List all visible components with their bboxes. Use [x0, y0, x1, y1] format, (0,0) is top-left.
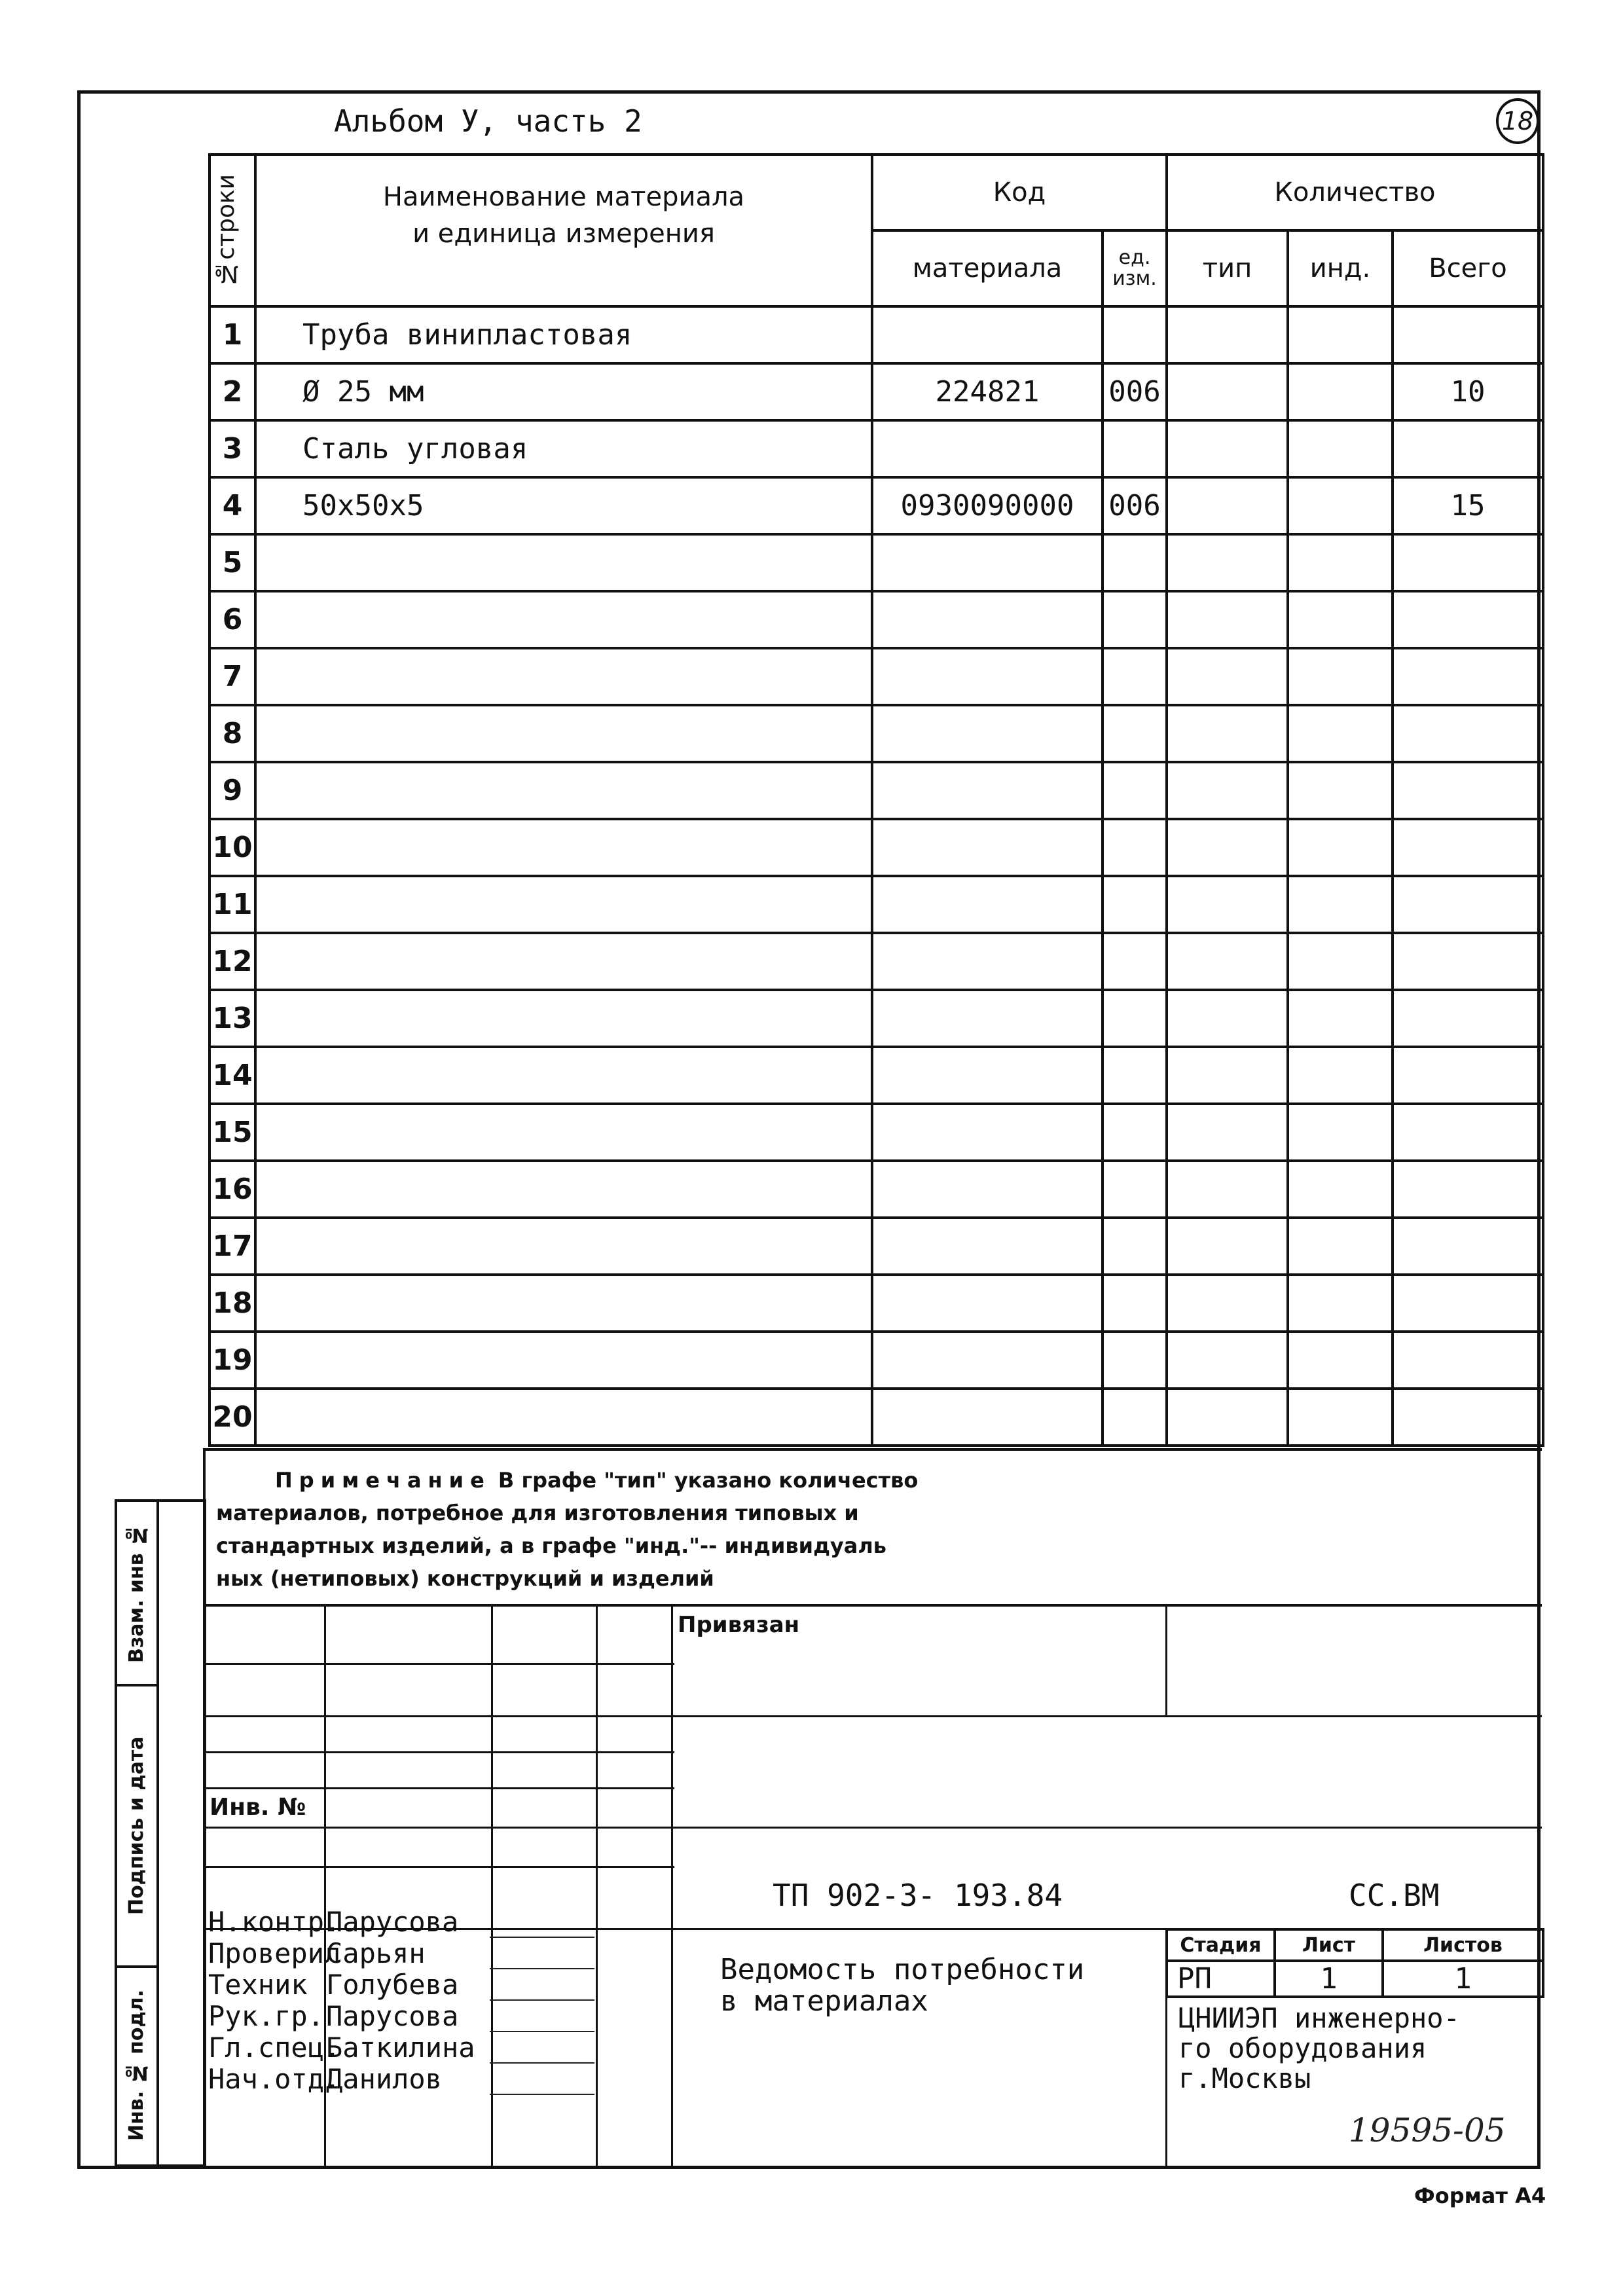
signature-name: Сарьян — [326, 1937, 426, 1969]
row-name — [255, 1104, 872, 1161]
row-number: 15 — [210, 1104, 255, 1161]
label-inv-podl: Инв. № подл. — [125, 1989, 148, 2141]
row-qty-total — [1393, 990, 1543, 1047]
header-qty-type: тип — [1167, 230, 1288, 306]
row-qty-total — [1393, 534, 1543, 591]
row-number: 6 — [210, 591, 255, 648]
signature-role: Рук.гр. — [208, 2000, 325, 2032]
table-row — [210, 534, 1543, 591]
row-qty-type — [1167, 1047, 1288, 1104]
privyazan-label: Привязан — [678, 1612, 800, 1638]
row-code — [872, 1047, 1103, 1104]
row-name — [255, 933, 872, 990]
row-number: 19 — [210, 1332, 255, 1389]
sheets-value: 1 — [1383, 1961, 1543, 1997]
signature-name: Парусова — [326, 1906, 459, 1938]
row-qty-total — [1393, 1332, 1543, 1389]
row-code — [872, 1389, 1103, 1446]
row-unit — [1103, 705, 1167, 762]
row-qty-type — [1167, 1104, 1288, 1161]
row-number: 18 — [210, 1275, 255, 1332]
header-qty-ind: инд. — [1288, 230, 1393, 306]
row-code — [872, 876, 1103, 933]
row-qty-ind — [1288, 363, 1393, 420]
row-code: 224821 — [872, 363, 1103, 420]
row-qty-type — [1167, 363, 1288, 420]
row-number: 14 — [210, 1047, 255, 1104]
table-row — [210, 1332, 1543, 1389]
row-qty-ind — [1288, 1218, 1393, 1275]
table-row — [210, 876, 1543, 933]
row-code — [872, 1104, 1103, 1161]
row-number: 8 — [210, 705, 255, 762]
row-code — [872, 534, 1103, 591]
signature-name: Голубева — [326, 1969, 459, 2001]
signature-name: Баткилина — [326, 2032, 475, 2064]
row-qty-type — [1167, 1218, 1288, 1275]
row-qty-ind — [1288, 819, 1393, 876]
row-name: Сталь угловая — [255, 420, 872, 477]
row-name — [255, 705, 872, 762]
row-qty-total: 10 — [1393, 363, 1543, 420]
handwritten-signature — [490, 2005, 594, 2032]
row-code — [872, 420, 1103, 477]
row-code — [872, 1275, 1103, 1332]
header-code-unit: ед. изм. — [1103, 230, 1167, 306]
row-qty-type — [1167, 1332, 1288, 1389]
row-name: Труба винипластовая — [255, 306, 872, 363]
row-qty-type — [1167, 990, 1288, 1047]
row-name — [255, 1332, 872, 1389]
row-unit — [1103, 1104, 1167, 1161]
sheets-header: Листов — [1383, 1929, 1543, 1961]
row-qty-total — [1393, 705, 1543, 762]
table-row — [210, 477, 1543, 534]
signature-row — [208, 2032, 666, 2064]
row-name — [255, 1389, 872, 1446]
row-qty-ind — [1288, 420, 1393, 477]
row-code — [872, 819, 1103, 876]
row-unit — [1103, 1161, 1167, 1218]
row-unit — [1103, 1389, 1167, 1446]
row-qty-type — [1167, 534, 1288, 591]
table-row — [210, 1047, 1543, 1104]
row-number: 4 — [210, 477, 255, 534]
table-row — [210, 1218, 1543, 1275]
row-number: 1 — [210, 306, 255, 363]
row-qty-type — [1167, 762, 1288, 819]
row-qty-total — [1393, 1047, 1543, 1104]
row-qty-type — [1167, 306, 1288, 363]
row-name — [255, 1275, 872, 1332]
row-name — [255, 990, 872, 1047]
row-qty-ind — [1288, 477, 1393, 534]
row-qty-total: 15 — [1393, 477, 1543, 534]
table-row — [210, 591, 1543, 648]
row-code — [872, 933, 1103, 990]
row-name — [255, 648, 872, 705]
row-name — [255, 1161, 872, 1218]
row-qty-type — [1167, 933, 1288, 990]
handwritten-signature — [490, 1973, 594, 2001]
row-unit — [1103, 876, 1167, 933]
row-qty-ind — [1288, 990, 1393, 1047]
header-name: Наименование материала и единица измерения — [255, 155, 872, 306]
row-qty-type — [1167, 1161, 1288, 1218]
row-qty-total — [1393, 876, 1543, 933]
table-row — [210, 990, 1543, 1047]
row-number: 11 — [210, 876, 255, 933]
row-code — [872, 306, 1103, 363]
row-code — [872, 648, 1103, 705]
table-row — [210, 762, 1543, 819]
row-qty-type — [1167, 648, 1288, 705]
row-unit — [1103, 1047, 1167, 1104]
row-number: 9 — [210, 762, 255, 819]
handwritten-signature — [490, 1910, 594, 1938]
row-code — [872, 1218, 1103, 1275]
row-number: 10 — [210, 819, 255, 876]
signature-role: Проверил — [208, 1937, 341, 1969]
row-name — [255, 762, 872, 819]
row-qty-ind — [1288, 933, 1393, 990]
header-code: Код — [872, 155, 1167, 230]
row-qty-type — [1167, 1275, 1288, 1332]
table-row — [210, 363, 1543, 420]
row-qty-total — [1393, 648, 1543, 705]
handwritten-signature — [490, 2036, 594, 2064]
row-number: 5 — [210, 534, 255, 591]
stage-table — [1165, 1928, 1544, 1998]
doc-code: ТП 902-3- 193.84 — [773, 1878, 1063, 1913]
row-number: 13 — [210, 990, 255, 1047]
row-qty-ind — [1288, 705, 1393, 762]
table-row — [210, 933, 1543, 990]
row-qty-type — [1167, 876, 1288, 933]
inventory-number: 19595-05 — [1349, 2111, 1506, 2149]
row-name: 50х50х5 — [255, 477, 872, 534]
row-unit — [1103, 1275, 1167, 1332]
row-qty-total — [1393, 1104, 1543, 1161]
table-row — [210, 1161, 1543, 1218]
signature-role: Гл.спец. — [208, 2032, 341, 2064]
row-qty-ind — [1288, 1389, 1393, 1446]
row-qty-ind — [1288, 1047, 1393, 1104]
row-qty-total — [1393, 591, 1543, 648]
stage-header: Стадия — [1167, 1929, 1275, 1961]
signature-name: Парусова — [326, 2000, 459, 2032]
row-qty-type — [1167, 477, 1288, 534]
row-qty-total — [1393, 1275, 1543, 1332]
row-qty-type — [1167, 819, 1288, 876]
table-row — [210, 648, 1543, 705]
row-name — [255, 876, 872, 933]
table-row — [210, 1275, 1543, 1332]
header-rownum: №строки — [210, 155, 255, 306]
row-unit — [1103, 591, 1167, 648]
note: Примечание В графе "тип" указано количество материалов, потребное для изготовления типовых и стандартных изделий, а в графе "инд."-- индивидуаль ных (нетиповых) конструкций и изделий — [216, 1468, 919, 1591]
organization: ЦНИИЭП инженерно- го оборудования г.Москвы — [1178, 2002, 1460, 2094]
row-number: 7 — [210, 648, 255, 705]
row-number: 12 — [210, 933, 255, 990]
side-strip — [115, 1499, 206, 2167]
signature-name: Данилов — [326, 2063, 443, 2095]
header-qty-total: Всего — [1393, 230, 1543, 306]
row-code — [872, 990, 1103, 1047]
table-row — [210, 1389, 1543, 1446]
row-code — [872, 762, 1103, 819]
row-number: 20 — [210, 1389, 255, 1446]
row-qty-type — [1167, 705, 1288, 762]
signature-role: Н.контр. — [208, 1906, 341, 1938]
row-name — [255, 1218, 872, 1275]
signature-row — [208, 2064, 666, 2095]
row-unit — [1103, 990, 1167, 1047]
table-row — [210, 420, 1543, 477]
row-qty-total — [1393, 1389, 1543, 1446]
row-number: 16 — [210, 1161, 255, 1218]
signature-role: Нач.отд. — [208, 2063, 341, 2095]
row-unit — [1103, 534, 1167, 591]
row-code — [872, 1161, 1103, 1218]
row-name — [255, 534, 872, 591]
table-row — [210, 819, 1543, 876]
doc-title: Ведомость потребности в материалах — [720, 1953, 1085, 2018]
row-unit — [1103, 306, 1167, 363]
row-qty-type — [1167, 1389, 1288, 1446]
sheet-value: 1 — [1275, 1961, 1383, 1997]
row-code — [872, 705, 1103, 762]
row-qty-total — [1393, 306, 1543, 363]
row-qty-ind — [1288, 1161, 1393, 1218]
row-name: Ø 25 мм — [255, 363, 872, 420]
row-qty-type — [1167, 420, 1288, 477]
row-number: 2 — [210, 363, 255, 420]
signature-row — [208, 1886, 666, 1938]
row-qty-ind — [1288, 1332, 1393, 1389]
row-code — [872, 591, 1103, 648]
signature-row — [208, 1969, 666, 2001]
doc-suffix: СС.ВМ — [1349, 1878, 1440, 1913]
row-qty-ind — [1288, 648, 1393, 705]
album-title: Альбом У, часть 2 — [334, 103, 642, 139]
row-qty-ind — [1288, 876, 1393, 933]
header-code-material: материала — [872, 230, 1103, 306]
handwritten-signature — [490, 2068, 594, 2095]
label-vzam: Взам. инв № — [125, 1523, 148, 1663]
format-label: Формат А4 — [1414, 2183, 1546, 2208]
handwritten-signature — [490, 1942, 594, 1969]
row-qty-type — [1167, 591, 1288, 648]
row-unit — [1103, 1218, 1167, 1275]
row-qty-ind — [1288, 762, 1393, 819]
row-qty-total — [1393, 420, 1543, 477]
header-qty: Количество — [1167, 155, 1543, 230]
row-qty-total — [1393, 819, 1543, 876]
row-qty-ind — [1288, 534, 1393, 591]
row-qty-ind — [1288, 1275, 1393, 1332]
row-qty-total — [1393, 762, 1543, 819]
page-number: 18 — [1496, 98, 1539, 144]
signature-row — [208, 1938, 666, 1969]
row-code — [872, 1332, 1103, 1389]
people-list — [208, 1886, 666, 2095]
row-name — [255, 819, 872, 876]
row-qty-total — [1393, 1218, 1543, 1275]
signature-role: Техник — [208, 1969, 308, 2001]
row-unit: 006 — [1103, 477, 1167, 534]
table-row — [210, 306, 1543, 363]
row-name — [255, 1047, 872, 1104]
row-unit — [1103, 1332, 1167, 1389]
sheet-header: Лист — [1275, 1929, 1383, 1961]
row-number: 17 — [210, 1218, 255, 1275]
table-row — [210, 1104, 1543, 1161]
row-qty-total — [1393, 1161, 1543, 1218]
row-qty-ind — [1288, 591, 1393, 648]
row-unit — [1103, 648, 1167, 705]
row-unit — [1103, 420, 1167, 477]
row-qty-ind — [1288, 1104, 1393, 1161]
row-unit — [1103, 762, 1167, 819]
row-code: 0930090000 — [872, 477, 1103, 534]
row-qty-total — [1393, 933, 1543, 990]
row-unit — [1103, 819, 1167, 876]
row-name — [255, 591, 872, 648]
label-podpis: Подпись и дата — [125, 1736, 148, 1916]
row-number: 3 — [210, 420, 255, 477]
table-row — [210, 705, 1543, 762]
row-unit — [1103, 933, 1167, 990]
signature-row — [208, 2001, 666, 2032]
stage-value: РП — [1167, 1961, 1275, 1997]
materials-table — [208, 153, 1544, 1447]
row-unit: 006 — [1103, 363, 1167, 420]
row-qty-ind — [1288, 306, 1393, 363]
inv-no-label: Инв. № — [210, 1794, 306, 1821]
